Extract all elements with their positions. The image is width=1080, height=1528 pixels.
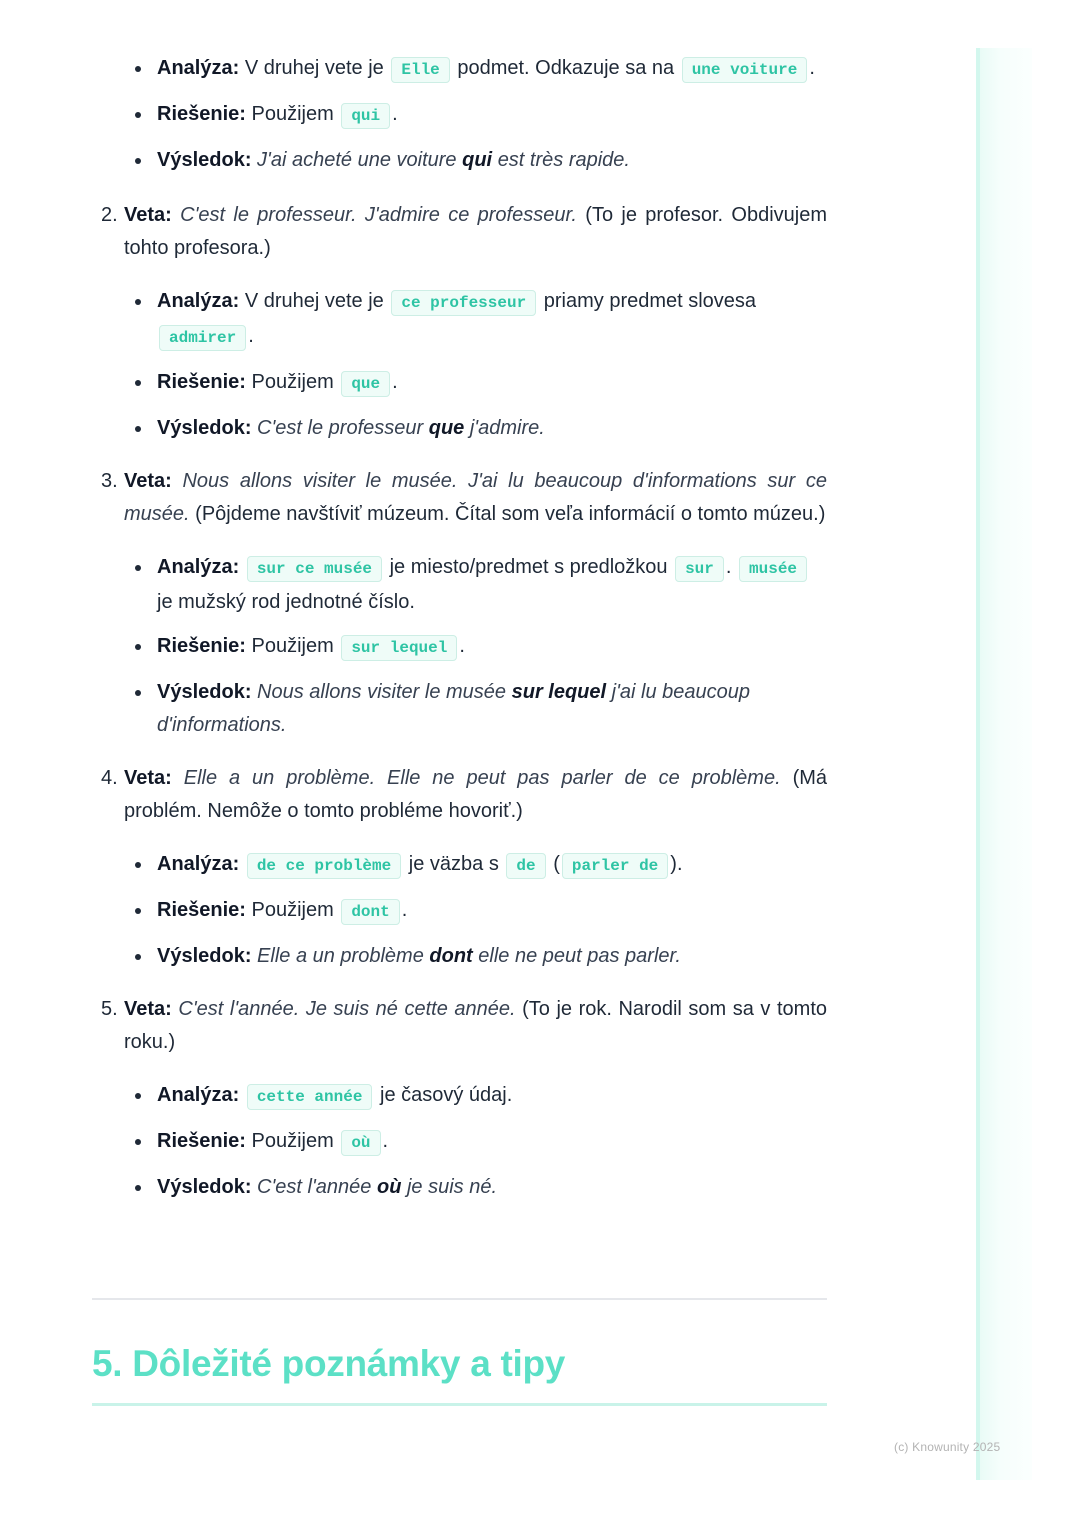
- exercise-item-2: [92, 199, 827, 445]
- exercise-item-4: [92, 762, 827, 973]
- code-term: sur ce musée: [247, 556, 382, 582]
- solution-point: Riešenie: Použijem que .: [125, 366, 827, 401]
- result-point: Výsledok: Nous allons visiter le musée sur lequel j'ai lu beaucoup d'informations.: [125, 676, 827, 742]
- code-term: dont: [341, 899, 399, 925]
- section-heading: 5. Dôležité poznámky a tipy: [92, 1343, 566, 1384]
- analysis-label: Analýza:: [157, 57, 240, 79]
- item-1-details: [92, 52, 827, 177]
- section-divider: [92, 1298, 827, 1300]
- code-term: cette année: [247, 1084, 373, 1110]
- analysis-point: Analýza: V druhej vete je ce professeur priamy predmet slovesa admirer .: [125, 285, 827, 355]
- solution-point: Riešenie: Použijem dont .: [125, 894, 827, 929]
- exercise-item-3: [92, 465, 827, 742]
- code-term: sur lequel: [341, 635, 457, 661]
- item-3-details: [92, 551, 827, 742]
- code-term: parler de: [562, 853, 668, 879]
- item-number: 3.: [101, 470, 118, 492]
- document-content: [92, 0, 827, 1215]
- item-2-details: [92, 285, 827, 445]
- result-point: Výsledok: J'ai acheté une voiture qui est très rapide.: [125, 144, 827, 177]
- solution-point: Riešenie: Použijem sur lequel .: [125, 630, 827, 665]
- analysis-point: Analýza: sur ce musée je miesto/predmet s predložkou sur . musée je mužský rod jednotné číslo.: [125, 551, 827, 619]
- code-term: sur: [675, 556, 724, 582]
- exercise-item-5: [92, 993, 827, 1204]
- sentence: Veta: C'est l'année. Je suis né cette année. (To je rok. Narodil som sa v tomto roku.): [124, 998, 827, 1053]
- code-term: une voiture: [682, 57, 808, 83]
- code-term: de: [506, 853, 545, 879]
- analysis-point: Analýza: V druhej vete je Elle podmet. Odkazuje sa na une voiture .: [125, 52, 827, 87]
- solution-label: Riešenie:: [157, 103, 246, 125]
- code-term: où: [341, 1130, 380, 1156]
- item-number: 4.: [101, 767, 118, 789]
- code-term: musée: [739, 556, 807, 582]
- solution-point: Riešenie: Použijem qui .: [125, 98, 827, 133]
- code-term: Elle: [391, 57, 449, 83]
- item-number: 5.: [101, 998, 118, 1020]
- sentence: Veta: C'est le professeur. J'admire ce professeur. (To je profesor. Obdivujem tohto profesora.): [124, 204, 828, 259]
- result-point: Výsledok: C'est l'année où je suis né.: [125, 1171, 827, 1204]
- analysis-point: Analýza: cette année je časový údaj.: [125, 1079, 827, 1114]
- item-5-details: [92, 1079, 827, 1204]
- item-number: 2.: [101, 204, 118, 226]
- heading-underline: [92, 1403, 827, 1406]
- code-term: qui: [341, 103, 390, 129]
- code-term: admirer: [159, 325, 246, 351]
- solution-point: Riešenie: Použijem où .: [125, 1125, 827, 1160]
- copyright-footer: (c) Knowunity 2025: [894, 1440, 1001, 1454]
- sentence: Veta: Nous allons visiter le musée. J'ai lu beaucoup d'informations sur ce musée. (Pôjdeme navštíviť múzeum. Čítal som veľa informácií o tomto múzeu.): [124, 470, 827, 525]
- code-term: que: [341, 371, 390, 397]
- result-label: Výsledok:: [157, 149, 252, 171]
- code-term: ce professeur: [391, 290, 536, 316]
- analysis-point: Analýza: de ce problème je väzba s de ( parler de ).: [125, 848, 827, 883]
- code-term: de ce problème: [247, 853, 401, 879]
- sentence: Veta: Elle a un problème. Elle ne peut pas parler de ce problème. (Má problém. Nemôže o tomto probléme hovoriť.): [124, 767, 828, 822]
- result-point: Výsledok: C'est le professeur que j'admire.: [125, 412, 827, 445]
- side-panel: [976, 48, 1032, 1480]
- result-point: Výsledok: Elle a un problème dont elle ne peut pas parler.: [125, 940, 827, 973]
- item-4-details: [92, 848, 827, 973]
